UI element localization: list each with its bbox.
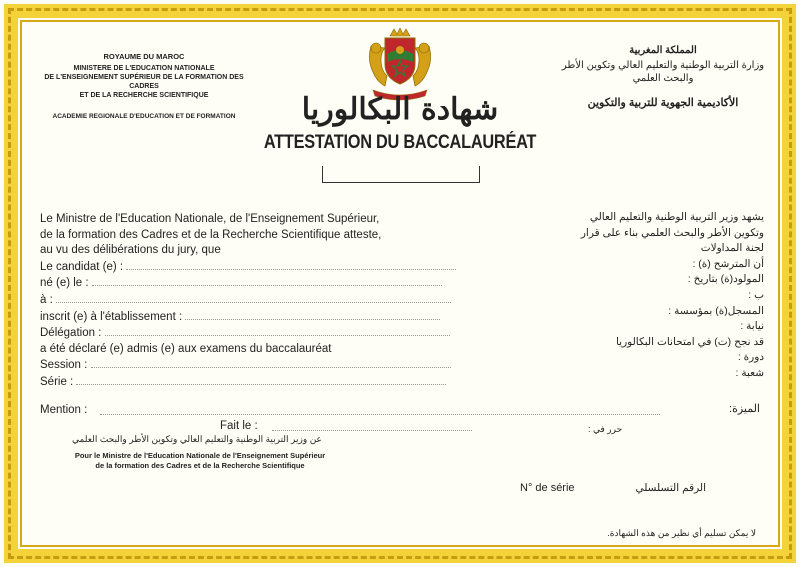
header-right <box>558 44 768 110</box>
ar-musajjal-label: المسجل(ة) بمؤسسة : <box>668 304 764 317</box>
admis-text: a été déclaré (e) admis (e) aux examens du baccalauréat <box>40 342 332 355</box>
ar-dawra-label: دورة : <box>737 351 764 364</box>
session-field[interactable] <box>91 357 451 368</box>
wizara-line2: والبحث العلمي <box>632 73 694 84</box>
signature-french-line2: de la formation des Cadres et de la Recherche Scientifique <box>95 461 305 470</box>
serie-label: Série : <box>40 375 74 388</box>
mamlaka-text: المملكة المغربية <box>629 45 697 56</box>
delegation-field[interactable] <box>105 325 450 336</box>
ministere-text: MINISTERE DE L'EDUCATION NATIONALE <box>73 65 215 72</box>
serie-field[interactable] <box>76 374 446 385</box>
lieu-naissance-field[interactable] <box>56 292 451 303</box>
lieu-label: à : <box>40 293 53 306</box>
ar-najah-text: قد نجح (ت) في امتحانات البكالوريا <box>615 335 764 348</box>
title-bracket <box>322 166 480 183</box>
ar-niyaba-label: نيابة : <box>740 320 764 333</box>
moroccan-coat-of-arms-icon <box>363 26 437 102</box>
title-arabic: شهادة البكالوريا <box>301 92 499 127</box>
title-french: ATTESTATION DU BACCALAURÉAT <box>263 132 537 153</box>
ne-le-label: né (e) le : <box>40 277 89 290</box>
academie-text: ACADEMIE REGIONALE D'EDUCATION ET DE FORMATION <box>52 113 236 120</box>
ministere-line2: DE L'ENSEIGNEMENT SUPÉRIEUR DE LA FORMATION DES CADRES <box>44 74 244 90</box>
header-left <box>34 52 254 121</box>
ar-murashah-label: أن المترشح (ة) : <box>692 257 764 270</box>
serial-number-label-arabic: الرقم التسلسلي <box>635 482 706 494</box>
royaume-text: ROYAUME DU MAROC <box>103 52 185 61</box>
session-label: Session : <box>40 359 88 372</box>
fait-le-label: Fait le : <box>220 420 258 432</box>
signature-french-line1: Pour le Ministre de l'Education Nationale de l'Enseignement Supérieur <box>74 451 326 460</box>
signature-arabic: عن وزير التربية الوطنية والتعليم العالي وتكوين الأطر والبحث العلمي <box>72 434 322 444</box>
mention-label: Mention : <box>40 404 88 416</box>
ar-intro-line-3: لجنة المداولات <box>700 242 764 255</box>
body-arabic <box>504 210 764 382</box>
harrir-label: حرر في : <box>588 424 623 434</box>
date-naissance-field[interactable] <box>92 275 442 286</box>
footer-note-arabic: لا يمكن تسليم أي نظير من هذه الشهادة. <box>607 528 756 538</box>
candidat-label: Le candidat (e) : <box>40 260 124 273</box>
ar-shuba-label: شعبة : <box>735 366 764 379</box>
mention-label-arabic: الميزة: <box>729 403 760 415</box>
wizara-line1: وزارة التربية الوطنية والتعليم العالي وتكوين الأطر <box>561 60 765 71</box>
delegation-label: Délégation : <box>40 327 102 340</box>
etablissement-field[interactable] <box>185 309 440 320</box>
ar-mawlud-label: المولود(ة) بتاريخ : <box>687 273 764 286</box>
candidat-field[interactable] <box>126 259 456 270</box>
ministere-line3: ET DE LA RECHERCHE SCIENTIFIQUE <box>79 92 209 99</box>
akadimiya-text: الأكاديمية الجهوية للتربية والتكوين <box>587 97 739 109</box>
serial-number-label: N° de série <box>520 482 575 494</box>
signature-french <box>60 451 340 471</box>
ar-intro-line-1: يشهد وزير التربية الوطنية والتعليم العالي <box>589 211 764 223</box>
intro-line-1: Le Ministre de l'Education Nationale, de l'Enseignement Supérieur, <box>40 213 380 225</box>
inscrit-label: inscrit (e) à l'établissement : <box>40 310 183 323</box>
ar-intro-line-2: وتكوين الأطر والبحث العلمي بناء على قرار <box>580 226 764 239</box>
fait-le-field[interactable] <box>272 430 472 431</box>
intro-line-3: au vu des délibérations du jury, que <box>40 244 221 257</box>
mention-field[interactable] <box>100 414 660 415</box>
body-french <box>40 212 460 391</box>
ar-bi-label: ب : <box>748 288 764 301</box>
intro-line-2: de la formation des Cadres et de la Recherche Scientifique atteste, <box>40 228 382 241</box>
